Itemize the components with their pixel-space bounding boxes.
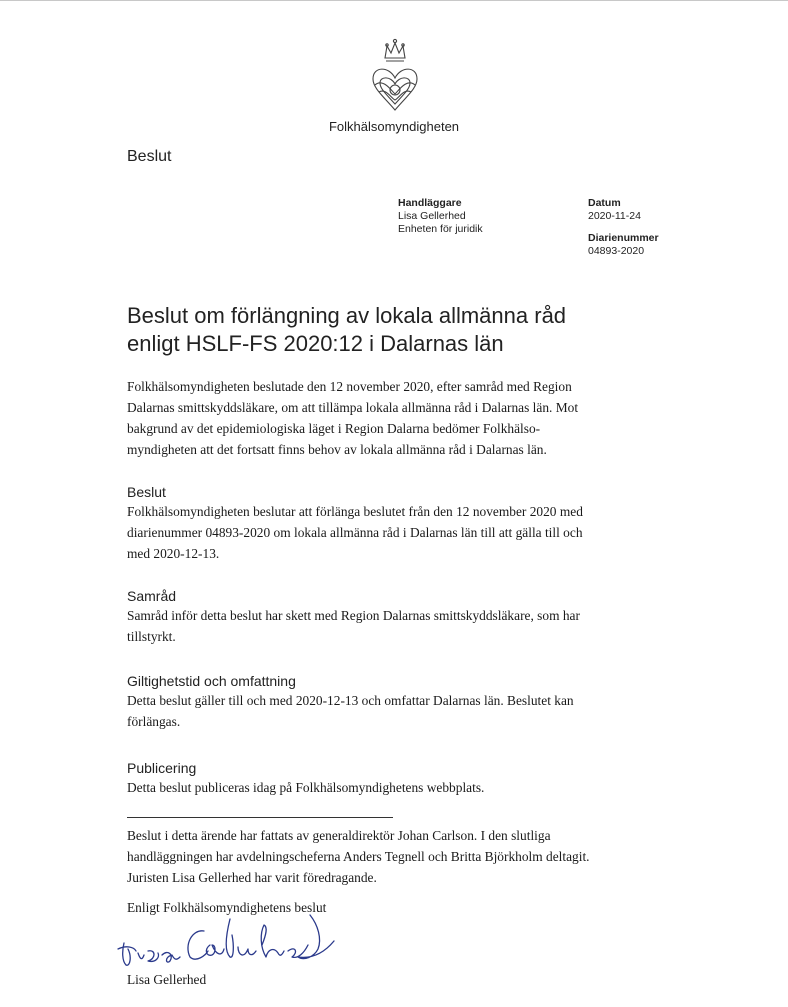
document-type: Beslut — [127, 148, 172, 165]
text-line: Beslut i detta ärende har fattats av generaldirektör Johan Carlson. I den slutliga — [127, 828, 551, 843]
text-line: Juristen Lisa Gellerhed har varit föredragande. — [127, 870, 377, 885]
text-line: bakgrund av det epidemiologiska läget i Region Dalarna bedömer Folkhälso- — [127, 421, 541, 436]
meta-handlaggare — [398, 197, 483, 236]
text-line: med 2020-12-13. — [127, 546, 220, 561]
text-line: myndigheten att det fortsatt finns behov av lokala allmänna råd i Dalarnas län. — [127, 442, 547, 457]
diarienummer-label: Diarienummer — [588, 232, 659, 244]
closing-text: Enligt Folkhälsomyndighetens beslut — [127, 900, 327, 915]
section-giltighetstid — [127, 672, 667, 732]
title-line: enligt HSLF-FS 2020:12 i Dalarnas län — [127, 331, 504, 356]
text-line: handläggningen har avdelningscheferna Anders Tegnell och Britta Björkholm deltagit. — [127, 849, 590, 864]
text-line: förlängas. — [127, 714, 181, 729]
text-line: tillstyrkt. — [127, 629, 176, 644]
datum-value: 2020-11-24 — [588, 210, 641, 222]
section-samrad — [127, 587, 667, 647]
section-heading: Beslut — [127, 484, 166, 500]
diarienummer-value: 04893-2020 — [588, 245, 645, 257]
meta-diarienummer — [588, 232, 659, 258]
crown-heart-logo-icon — [355, 38, 435, 120]
handlaggare-label: Handläggare — [398, 197, 462, 209]
title-line: Beslut om förlängning av lokala allmänna råd — [127, 303, 567, 328]
section-body — [127, 777, 667, 798]
document-title — [127, 302, 687, 358]
text-line: Folkhälsomyndigheten beslutade den 12 november 2020, efter samråd med Region — [127, 379, 572, 394]
handwritten-signature — [112, 905, 342, 975]
signer-name: Lisa Gellerhed — [127, 972, 207, 987]
text-line: Folkhälsomyndigheten beslutar att förlänga beslutet från den 12 november 2020 med — [127, 504, 583, 519]
text-line: Detta beslut publiceras idag på Folkhälsomyndighetens webbplats. — [127, 780, 485, 795]
handlaggare-unit: Enheten för juridik — [398, 223, 483, 235]
page-top-border — [0, 0, 788, 1]
meta-datum — [588, 197, 641, 223]
section-body — [127, 690, 667, 732]
section-heading: Publicering — [127, 760, 197, 776]
text-line: diarienummer 04893-2020 om lokala allmänna råd i Dalarnas län till att gälla till och — [127, 525, 583, 540]
intro-paragraph — [127, 376, 647, 460]
footnote-paragraph — [127, 825, 667, 888]
text-line: Dalarnas smittskyddsläkare, om att tillämpa lokala allmänna råd i Dalarnas län. Mot — [127, 400, 579, 415]
handlaggare-name: Lisa Gellerhed — [398, 210, 466, 222]
text-line: Detta beslut gäller till och med 2020-12-13 och omfattar Dalarnas län. Beslutet kan — [127, 693, 574, 708]
section-body — [127, 605, 667, 647]
section-beslut — [127, 483, 667, 564]
section-heading: Giltighetstid och omfattning — [127, 673, 296, 689]
section-heading: Samråd — [127, 588, 177, 604]
section-body — [127, 501, 667, 564]
text-line: Samråd inför detta beslut har skett med Region Dalarnas smittskyddsläkare, som har — [127, 608, 580, 623]
datum-label: Datum — [588, 197, 621, 209]
footnote-divider — [127, 817, 393, 818]
section-publicering — [127, 759, 667, 798]
organization-name: Folkhälsomyndigheten — [328, 119, 460, 134]
